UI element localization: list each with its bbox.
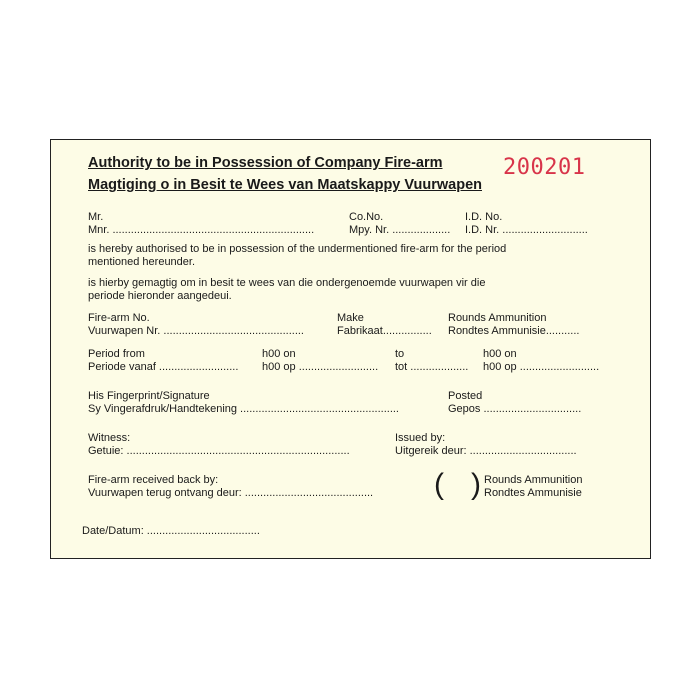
paren-open: ( xyxy=(434,468,444,501)
rondtes-field[interactable]: Rondtes Ammunisie........... xyxy=(448,325,580,337)
authorised-text-en-2: mentioned hereunder. xyxy=(88,256,196,268)
h00-op-field-2[interactable]: h00 op .......................... xyxy=(483,361,600,373)
witness-label: Witness: xyxy=(88,432,131,444)
terug-ontvang-field[interactable]: Vuurwapen terug ontvang deur: .......................................... xyxy=(88,487,374,499)
uitgereik-deur-field[interactable]: Uitgereik deur: ................................... xyxy=(395,445,577,457)
fabrikaat-field[interactable]: Fabrikaat................ xyxy=(337,325,432,337)
authorised-text-en-1: is hereby authorised to be in possession of the undermentioned fire-arm for the period xyxy=(88,243,507,255)
issued-by-label: Issued by: xyxy=(395,432,446,444)
authorised-text-af-1: is hierby gemagtig om in besit te wees van die ondergenoemde vuurwapen vir die xyxy=(88,277,486,289)
firearm-authority-card xyxy=(50,139,651,559)
co-no-label: Co.No. xyxy=(349,211,384,223)
id-no-label: I.D. No. xyxy=(465,211,503,223)
vingerafdruk-field[interactable]: Sy Vingerafdruk/Handtekening .................................................... xyxy=(88,403,399,415)
rounds-label: Rounds Ammunition xyxy=(448,312,547,324)
to-label: to xyxy=(395,348,405,360)
id-nr-field[interactable]: I.D. Nr. ............................ xyxy=(465,224,588,236)
posted-label: Posted xyxy=(448,390,483,402)
serial-number: 200201 xyxy=(503,155,586,180)
authorised-text-af-2: periode hieronder aangedeui. xyxy=(88,290,232,302)
periode-vanaf-field[interactable]: Periode vanaf .......................... xyxy=(88,361,239,373)
fingerprint-label: His Fingerprint/Signature xyxy=(88,390,210,402)
firearm-no-label: Fire-arm No. xyxy=(88,312,150,324)
period-from-label: Period from xyxy=(88,348,145,360)
gepos-field[interactable]: Gepos ................................ xyxy=(448,403,582,415)
tot-field[interactable]: tot ................... xyxy=(395,361,469,373)
h00-op-field-1[interactable]: h00 op .......................... xyxy=(262,361,379,373)
received-back-label: Fire-arm received back by: xyxy=(88,474,219,486)
rondtes-back-label: Rondtes Ammunisie xyxy=(484,487,582,499)
title-afrikaans: Magtiging o in Besit te Wees van Maatskappy Vuurwapen xyxy=(88,177,482,193)
getuie-field[interactable]: Getuie: ......................................................................... xyxy=(88,445,350,457)
mnr-field[interactable]: Mnr. .................................................................. xyxy=(88,224,315,236)
vuurwapen-nr-field[interactable]: Vuurwapen Nr. .............................................. xyxy=(88,325,304,337)
rounds-back-label: Rounds Ammunition xyxy=(484,474,583,486)
h00-on-label-2: h00 on xyxy=(483,348,517,360)
mr-label: Mr. xyxy=(88,211,104,223)
make-label: Make xyxy=(337,312,364,324)
date-field[interactable]: Date/Datum: ..................................... xyxy=(82,525,260,537)
title-english: Authority to be in Possession of Company Fire-arm xyxy=(88,155,443,171)
paren-close: ) xyxy=(471,468,481,501)
mpy-nr-field[interactable]: Mpy. Nr. ................... xyxy=(349,224,451,236)
h00-on-label-1: h00 on xyxy=(262,348,296,360)
